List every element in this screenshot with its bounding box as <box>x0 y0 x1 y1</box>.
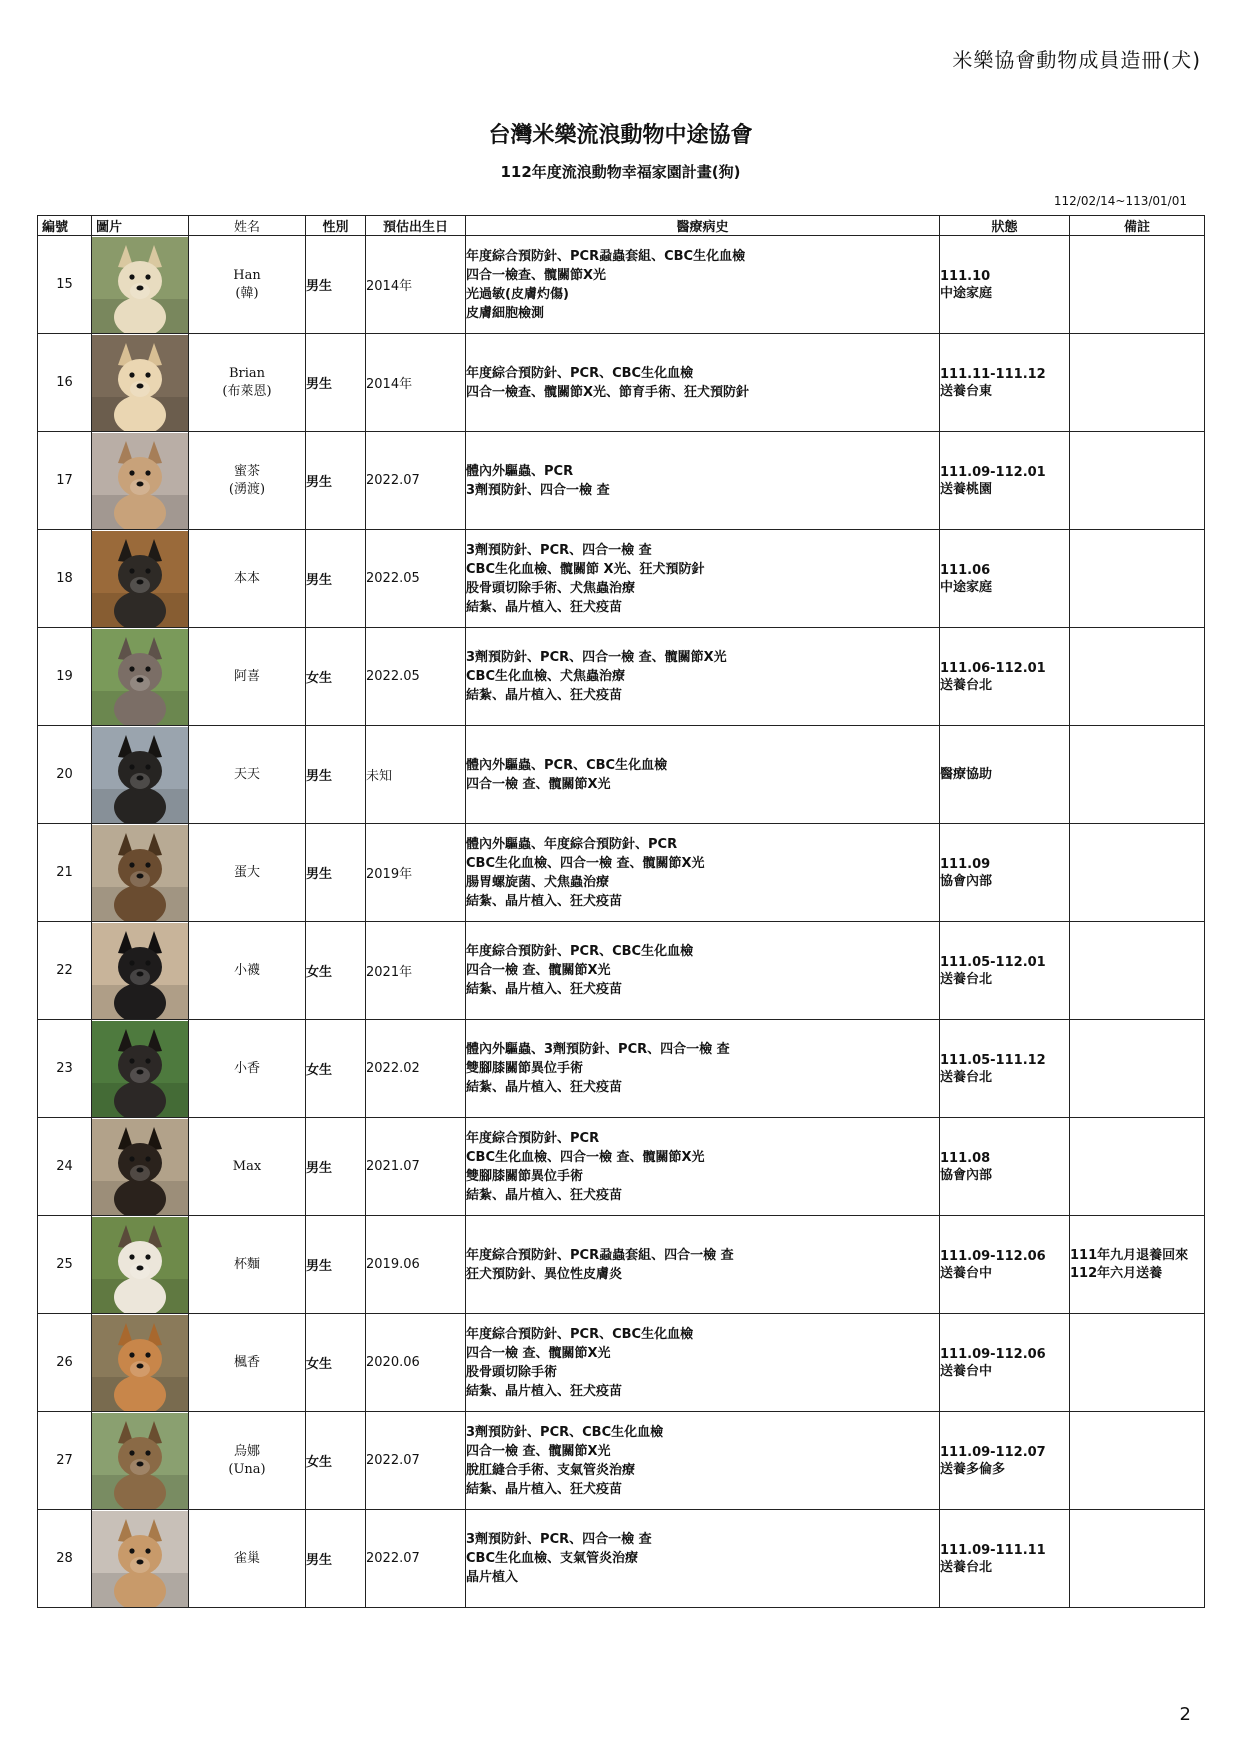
medical-line: 年度綜合預防針、PCR蝨蟲套組、CBC生化血檢 <box>466 248 746 264</box>
medical-line: 結紮、晶片植入、狂犬疫苗 <box>466 1080 623 1095</box>
cell-gender: 男生 <box>306 432 366 530</box>
cell-status <box>940 1216 1070 1314</box>
cell-num: 16 <box>38 334 92 432</box>
table-row <box>38 334 1205 432</box>
cell-note <box>1070 432 1205 530</box>
dog-photo <box>92 335 188 431</box>
cell-name <box>189 1216 306 1314</box>
table-row <box>38 726 1205 824</box>
status-line: 送養台中 <box>940 1363 993 1379</box>
status-line: 送養台東 <box>940 383 993 399</box>
status-line: 111.09-111.11 <box>940 1542 1046 1558</box>
status-line: 111.06-112.01 <box>940 660 1046 676</box>
medical-line: 結紮、晶片植入、狂犬疫苗 <box>466 1187 623 1203</box>
cell-name <box>189 236 306 334</box>
dog-photo <box>92 923 188 1019</box>
name-line: 小香 <box>233 1060 260 1076</box>
table-row <box>38 1412 1205 1510</box>
cell-medical <box>466 530 940 628</box>
cell-status <box>940 824 1070 922</box>
name-line: 烏娜 <box>233 1443 260 1459</box>
cell-note <box>1070 1020 1205 1118</box>
status-line: 111.08 <box>940 1150 991 1166</box>
cell-medical <box>466 334 940 432</box>
status-line: 中途家庭 <box>940 285 993 301</box>
cell-birth: 2019年 <box>366 824 466 922</box>
cell-name <box>189 1020 306 1118</box>
status-line: 醫療協助 <box>940 767 993 782</box>
page-title: 台灣米樂流浪動物中途協會 <box>488 123 753 148</box>
cell-photo <box>92 726 189 824</box>
status-line: 送養台北 <box>940 1559 993 1575</box>
col-header-num: 編號 <box>38 216 92 236</box>
cell-medical <box>466 1412 940 1510</box>
cell-medical <box>466 824 940 922</box>
medical-line: 雙腳膝關節異位手術 <box>466 1061 584 1076</box>
cell-status <box>940 1020 1070 1118</box>
cell-num: 22 <box>38 922 92 1020</box>
table-row <box>38 432 1205 530</box>
cell-note <box>1070 530 1205 628</box>
medical-line: CBC生化血檢、犬焦蟲治療 <box>466 669 625 684</box>
table-row <box>38 530 1205 628</box>
medical-line: CBC生化血檢、四合一檢 查、髖關節X光 <box>466 855 705 871</box>
cell-gender: 男生 <box>306 824 366 922</box>
cell-num: 19 <box>38 628 92 726</box>
cell-note <box>1070 1216 1205 1314</box>
col-header-gender: 性別 <box>306 216 366 236</box>
medical-line: 皮膚細胞檢測 <box>466 305 545 321</box>
cell-birth: 2021.07 <box>366 1118 466 1216</box>
cell-gender: 女生 <box>306 628 366 726</box>
table-row <box>38 236 1205 334</box>
cell-num: 25 <box>38 1216 92 1314</box>
cell-num: 20 <box>38 726 92 824</box>
header-row <box>38 216 1205 236</box>
cell-status <box>940 236 1070 334</box>
medical-line: 四合一檢 查、髖關節X光 <box>466 1345 611 1361</box>
status-line: 111.09-112.06 <box>940 1248 1046 1264</box>
cell-name <box>189 1412 306 1510</box>
cell-medical <box>466 1020 940 1118</box>
title-block <box>0 118 1241 182</box>
table-row <box>38 1510 1205 1608</box>
col-header-note: 備註 <box>1070 216 1205 236</box>
table-row <box>38 922 1205 1020</box>
name-line: 杯麵 <box>233 1256 260 1272</box>
cell-photo <box>92 236 189 334</box>
dog-photo <box>92 531 188 627</box>
status-line: 中途家庭 <box>940 579 993 595</box>
name-line: 阿喜 <box>233 668 260 684</box>
medical-line: 股骨頭切除手術、犬焦蟲治療 <box>466 580 636 596</box>
name-line: 天天 <box>233 766 260 782</box>
cell-status <box>940 1510 1070 1608</box>
cell-birth: 2022.02 <box>366 1020 466 1118</box>
medical-line: 脫肛縫合手術、支氣管炎治療 <box>466 1462 636 1478</box>
status-line: 111.10 <box>940 268 991 284</box>
cell-status <box>940 628 1070 726</box>
cell-birth: 2022.05 <box>366 628 466 726</box>
name-line: Max <box>232 1158 262 1174</box>
cell-photo <box>92 432 189 530</box>
cell-note <box>1070 334 1205 432</box>
cell-note <box>1070 824 1205 922</box>
cell-photo <box>92 334 189 432</box>
medical-line: 結紮、晶片植入、狂犬疫苗 <box>466 1481 623 1497</box>
date-range: 112/02/14~113/01/01 <box>1053 194 1187 208</box>
cell-status <box>940 530 1070 628</box>
col-header-medical: 醫療病史 <box>466 216 940 236</box>
cell-name <box>189 1510 306 1608</box>
name-line: 蛋大 <box>233 864 260 880</box>
cell-photo <box>92 1118 189 1216</box>
dog-photo <box>92 1413 188 1509</box>
name-line: 蜜茶 <box>233 463 260 479</box>
cell-gender: 男生 <box>306 530 366 628</box>
cell-medical <box>466 236 940 334</box>
note-line: 112年六月送養 <box>1070 1265 1163 1281</box>
medical-line: 四合一檢 查、髖關節X光 <box>466 963 611 978</box>
dog-photo <box>92 1217 188 1313</box>
status-line: 111.09-112.06 <box>940 1346 1046 1362</box>
col-header-status: 狀態 <box>940 216 1070 236</box>
name-line: (Una) <box>228 1461 266 1477</box>
cell-gender: 男生 <box>306 1216 366 1314</box>
cell-note <box>1070 236 1205 334</box>
table-row <box>38 628 1205 726</box>
table-row <box>38 1216 1205 1314</box>
medical-line: 3劑預防針、PCR、四合一檢 查 <box>466 542 652 558</box>
medical-line: 四合一檢 查、髖關節X光 <box>466 776 611 792</box>
cell-birth: 2019.06 <box>366 1216 466 1314</box>
cell-num: 17 <box>38 432 92 530</box>
medical-line: 結紮、晶片植入、狂犬疫苗 <box>466 599 623 615</box>
name-line: Han <box>233 267 261 283</box>
cell-gender: 男生 <box>306 726 366 824</box>
dog-photo <box>92 1021 188 1117</box>
medical-line: 結紮、晶片植入、狂犬疫苗 <box>466 688 623 703</box>
cell-note <box>1070 1314 1205 1412</box>
cell-photo <box>92 922 189 1020</box>
medical-line: 結紮、晶片植入、狂犬疫苗 <box>466 893 623 909</box>
col-header-name: 姓名 <box>189 216 306 236</box>
cell-note <box>1070 1118 1205 1216</box>
status-line: 送養桃園 <box>940 481 993 497</box>
name-line: (韓) <box>235 285 259 301</box>
cell-medical <box>466 726 940 824</box>
name-line: 楓香 <box>233 1354 260 1370</box>
animal-roster-table <box>37 215 1205 1608</box>
cell-gender: 男生 <box>306 236 366 334</box>
cell-birth: 2022.07 <box>366 1510 466 1608</box>
medical-line: CBC生化血檢、支氣管炎治療 <box>466 1551 638 1566</box>
medical-line: 3劑預防針、PCR、四合一檢 查 <box>466 1532 652 1547</box>
cell-status <box>940 922 1070 1020</box>
name-line: 雀巢 <box>233 1550 260 1566</box>
cell-status <box>940 432 1070 530</box>
roster-body <box>38 236 1205 1608</box>
medical-line: 體內外驅蟲、年度綜合預防針、PCR <box>466 836 678 852</box>
cell-birth: 2021年 <box>366 922 466 1020</box>
cell-medical <box>466 1510 940 1608</box>
medical-line: 3劑預防針、四合一檢 查 <box>466 482 610 498</box>
page-subtitle: 112年度流浪動物幸福家園計畫(狗) <box>500 163 741 181</box>
cell-gender: 男生 <box>306 1118 366 1216</box>
status-line: 111.05-111.12 <box>940 1052 1046 1068</box>
cell-photo <box>92 1216 189 1314</box>
medical-line: 腸胃螺旋菌、犬焦蟲治療 <box>466 874 610 890</box>
dog-photo <box>92 825 188 921</box>
cell-medical <box>466 922 940 1020</box>
name-line: (布萊恩) <box>222 383 272 399</box>
cell-photo <box>92 530 189 628</box>
cell-birth: 2022.05 <box>366 530 466 628</box>
cell-name <box>189 334 306 432</box>
cell-birth: 未知 <box>366 726 466 824</box>
cell-num: 18 <box>38 530 92 628</box>
status-line: 送養台北 <box>940 1069 993 1085</box>
cell-num: 28 <box>38 1510 92 1608</box>
status-line: 111.09-112.07 <box>940 1444 1046 1460</box>
cell-note <box>1070 1510 1205 1608</box>
dog-photo <box>92 629 188 725</box>
col-header-photo: 圖片 <box>92 216 189 236</box>
cell-note <box>1070 922 1205 1020</box>
cell-num: 26 <box>38 1314 92 1412</box>
cell-note <box>1070 628 1205 726</box>
name-line: Brian <box>228 365 266 381</box>
cell-gender: 男生 <box>306 334 366 432</box>
cell-birth: 2014年 <box>366 236 466 334</box>
status-line: 111.05-112.01 <box>940 954 1046 970</box>
cell-photo <box>92 1510 189 1608</box>
medical-line: CBC生化血檢、四合一檢 查、髖關節X光 <box>466 1149 705 1165</box>
note-line: 111年九月退養回來 <box>1070 1247 1189 1263</box>
cell-status <box>940 334 1070 432</box>
cell-name <box>189 922 306 1020</box>
cell-photo <box>92 628 189 726</box>
medical-line: 四合一檢查、髖關節X光 <box>466 267 607 283</box>
medical-line: 股骨頭切除手術 <box>466 1364 558 1380</box>
dog-photo <box>92 1315 188 1411</box>
cell-birth: 2020.06 <box>366 1314 466 1412</box>
status-line: 送養台北 <box>940 677 993 693</box>
cell-name <box>189 1314 306 1412</box>
cell-medical <box>466 1216 940 1314</box>
cell-photo <box>92 824 189 922</box>
medical-line: 狂犬預防針、異位性皮膚炎 <box>466 1266 623 1282</box>
cell-num: 15 <box>38 236 92 334</box>
dog-photo <box>92 1119 188 1215</box>
dog-photo <box>92 237 188 333</box>
status-line: 協會內部 <box>940 1167 993 1183</box>
table-row <box>38 1020 1205 1118</box>
medical-line: 年度綜合預防針、PCR、CBC生化血檢 <box>466 944 694 959</box>
cell-num: 23 <box>38 1020 92 1118</box>
cell-name <box>189 628 306 726</box>
cell-num: 24 <box>38 1118 92 1216</box>
status-line: 111.11-111.12 <box>940 366 1046 382</box>
cell-status <box>940 1118 1070 1216</box>
cell-medical <box>466 432 940 530</box>
cell-status <box>940 726 1070 824</box>
dog-photo <box>92 1511 188 1607</box>
cell-photo <box>92 1314 189 1412</box>
cell-medical <box>466 1314 940 1412</box>
medical-line: 3劑預防針、PCR、CBC生化血檢 <box>466 1424 664 1440</box>
cell-name <box>189 1118 306 1216</box>
cell-gender: 男生 <box>306 1510 366 1608</box>
medical-line: 體內外驅蟲、PCR、CBC生化血檢 <box>466 757 668 773</box>
cell-gender: 女生 <box>306 1314 366 1412</box>
medical-line: 年度綜合預防針、PCR蝨蟲套組、四合一檢 查 <box>466 1247 734 1263</box>
dog-photo <box>92 727 188 823</box>
cell-name <box>189 530 306 628</box>
page-number: 2 <box>1179 1704 1191 1725</box>
status-line: 送養台中 <box>940 1265 993 1281</box>
status-line: 送養台北 <box>940 971 993 987</box>
status-line: 協會內部 <box>940 873 993 889</box>
status-line: 111.09 <box>940 856 991 872</box>
cell-medical <box>466 628 940 726</box>
cell-status <box>940 1412 1070 1510</box>
cell-num: 21 <box>38 824 92 922</box>
medical-line: 光過敏(皮膚灼傷) <box>466 286 569 302</box>
cell-name <box>189 824 306 922</box>
medical-line: CBC生化血檢、髖關節 X光、狂犬預防針 <box>466 561 705 577</box>
cell-gender: 女生 <box>306 922 366 1020</box>
cell-birth: 2022.07 <box>366 432 466 530</box>
cell-note <box>1070 1412 1205 1510</box>
dog-photo <box>92 433 188 529</box>
name-line: 本本 <box>233 570 260 586</box>
cell-num: 27 <box>38 1412 92 1510</box>
medical-line: 結紮、晶片植入、狂犬疫苗 <box>466 982 623 997</box>
table-row <box>38 1118 1205 1216</box>
medical-line: 晶片植入 <box>466 1570 519 1585</box>
status-line: 111.09-112.01 <box>940 464 1046 480</box>
cell-note <box>1070 726 1205 824</box>
cell-birth: 2014年 <box>366 334 466 432</box>
medical-line: 結紮、晶片植入、狂犬疫苗 <box>466 1383 623 1399</box>
status-line: 送養多倫多 <box>940 1461 1006 1477</box>
cell-status <box>940 1314 1070 1412</box>
cell-medical <box>466 1118 940 1216</box>
medical-line: 四合一檢查、髖關節X光、節育手術、狂犬預防針 <box>466 384 750 400</box>
cell-photo <box>92 1412 189 1510</box>
medical-line: 年度綜合預防針、PCR、CBC生化血檢 <box>466 365 694 381</box>
name-line: (湧渡) <box>228 481 266 497</box>
name-line: 小襪 <box>233 962 260 978</box>
medical-line: 體內外驅蟲、PCR <box>466 463 574 479</box>
col-header-birth: 預估出生日 <box>366 216 466 236</box>
cell-name <box>189 432 306 530</box>
medical-line: 雙腳膝關節異位手術 <box>466 1168 584 1184</box>
medical-line: 體內外驅蟲、3劑預防針、PCR、四合一檢 查 <box>466 1042 730 1057</box>
cell-birth: 2022.07 <box>366 1412 466 1510</box>
medical-line: 四合一檢 查、髖關節X光 <box>466 1443 611 1459</box>
medical-line: 年度綜合預防針、PCR <box>466 1130 600 1146</box>
cell-gender: 女生 <box>306 1412 366 1510</box>
status-line: 111.06 <box>940 562 991 578</box>
table-row <box>38 824 1205 922</box>
medical-line: 年度綜合預防針、PCR、CBC生化血檢 <box>466 1326 694 1342</box>
cell-gender: 女生 <box>306 1020 366 1118</box>
cell-name <box>189 726 306 824</box>
cell-photo <box>92 1020 189 1118</box>
table-row <box>38 1314 1205 1412</box>
page-header: 米樂協會動物成員造冊(犬) <box>952 48 1201 72</box>
medical-line: 3劑預防針、PCR、四合一檢 查、髖關節X光 <box>466 650 727 665</box>
